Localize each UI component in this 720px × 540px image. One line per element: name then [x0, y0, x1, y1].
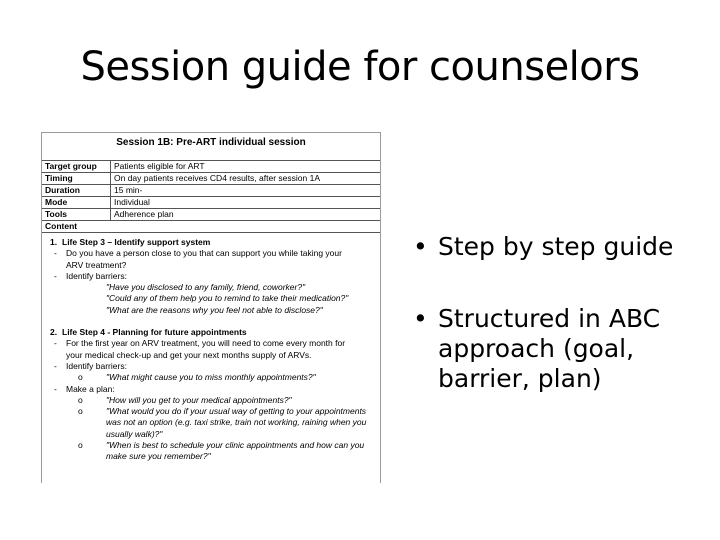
sub-item	[48, 406, 372, 440]
bullet-item: • Structured in ABC approach (goal, barrier, plan)	[413, 304, 703, 394]
slide-title: Session guide for counselors	[80, 44, 640, 90]
meta-value: Adherence plan	[114, 209, 174, 219]
meta-value: On day patients receives CD4 results, after session 1A	[114, 173, 320, 183]
section-heading	[48, 327, 372, 338]
sub-item-text: make sure you remember?"	[106, 451, 211, 462]
meta-row-tools	[42, 209, 380, 221]
sub-item	[48, 440, 372, 463]
list-item	[48, 338, 372, 361]
meta-key: Timing	[42, 173, 111, 184]
list-item-text: your medical check-up and get your next months supply of ARVs.	[66, 349, 312, 360]
section-heading	[48, 237, 372, 248]
sub-item-text: usually walk)?"	[106, 428, 163, 439]
section-heading-text: Life Step 3 – Identify support system	[62, 237, 211, 247]
content-label: Content	[42, 221, 380, 233]
circle-bullet-icon: o	[78, 394, 83, 405]
quote-line: "Could any of them help you to remind to take their medication?"	[106, 293, 349, 304]
meta-value: Patients eligible for ART	[114, 161, 205, 171]
section-number: 1.	[50, 237, 58, 247]
meta-key: Tools	[42, 209, 111, 220]
list-item-text: For the first year on ARV treatment, you will need to come every month for	[66, 338, 346, 349]
list-item	[48, 248, 372, 271]
meta-row-target-group	[42, 161, 380, 173]
section-number: 2.	[50, 327, 58, 338]
list-item-text: ARV treatment?	[66, 259, 127, 270]
meta-row-mode	[42, 197, 380, 209]
session-guide-document	[41, 132, 381, 483]
section-heading-text: Life Step 4 - Planning for future appointments	[62, 327, 247, 338]
quote-line: "Have you disclosed to any family, friend, coworker?"	[106, 282, 306, 293]
circle-bullet-icon: o	[78, 440, 83, 451]
document-body	[42, 233, 380, 463]
meta-value: Individual	[114, 197, 150, 207]
list-item: - Identify barriers:	[48, 271, 372, 282]
meta-table	[42, 160, 380, 233]
meta-key: Target group	[42, 161, 111, 172]
meta-row-duration	[42, 185, 380, 197]
list-item: - Identify barriers:	[48, 361, 372, 372]
sub-item-text: "How will you get to your medical appointments?"	[106, 394, 292, 405]
slide-bullets	[413, 232, 703, 394]
meta-key: Duration	[42, 185, 111, 196]
meta-value: 15 min-	[114, 185, 143, 195]
list-item-text: Do you have a person close to you that can support you while taking your	[66, 248, 342, 259]
sub-item	[48, 395, 372, 406]
sub-item-text: "What would you do if your usual way of getting to your appointments	[106, 406, 367, 417]
sub-item-text: was not an option (e.g. taxi strike, train not working, raining when you	[106, 417, 367, 428]
quote-line: "What are the reasons why you feel not able to disclose?"	[106, 304, 323, 315]
sub-item-text: "When is best to schedule your clinic appointments and how can you	[106, 440, 365, 451]
list-item: - Make a plan:	[48, 384, 372, 395]
sub-item	[48, 372, 372, 383]
bullet-item: • Step by step guide	[413, 232, 703, 262]
document-title: Session 1B: Pre-ART individual session	[116, 137, 306, 148]
sub-item-text: "What might cause you to miss monthly appointments?"	[106, 372, 316, 383]
circle-bullet-icon: o	[78, 406, 83, 417]
circle-bullet-icon: o	[78, 372, 83, 383]
meta-row-timing	[42, 173, 380, 185]
meta-key: Mode	[42, 197, 111, 208]
